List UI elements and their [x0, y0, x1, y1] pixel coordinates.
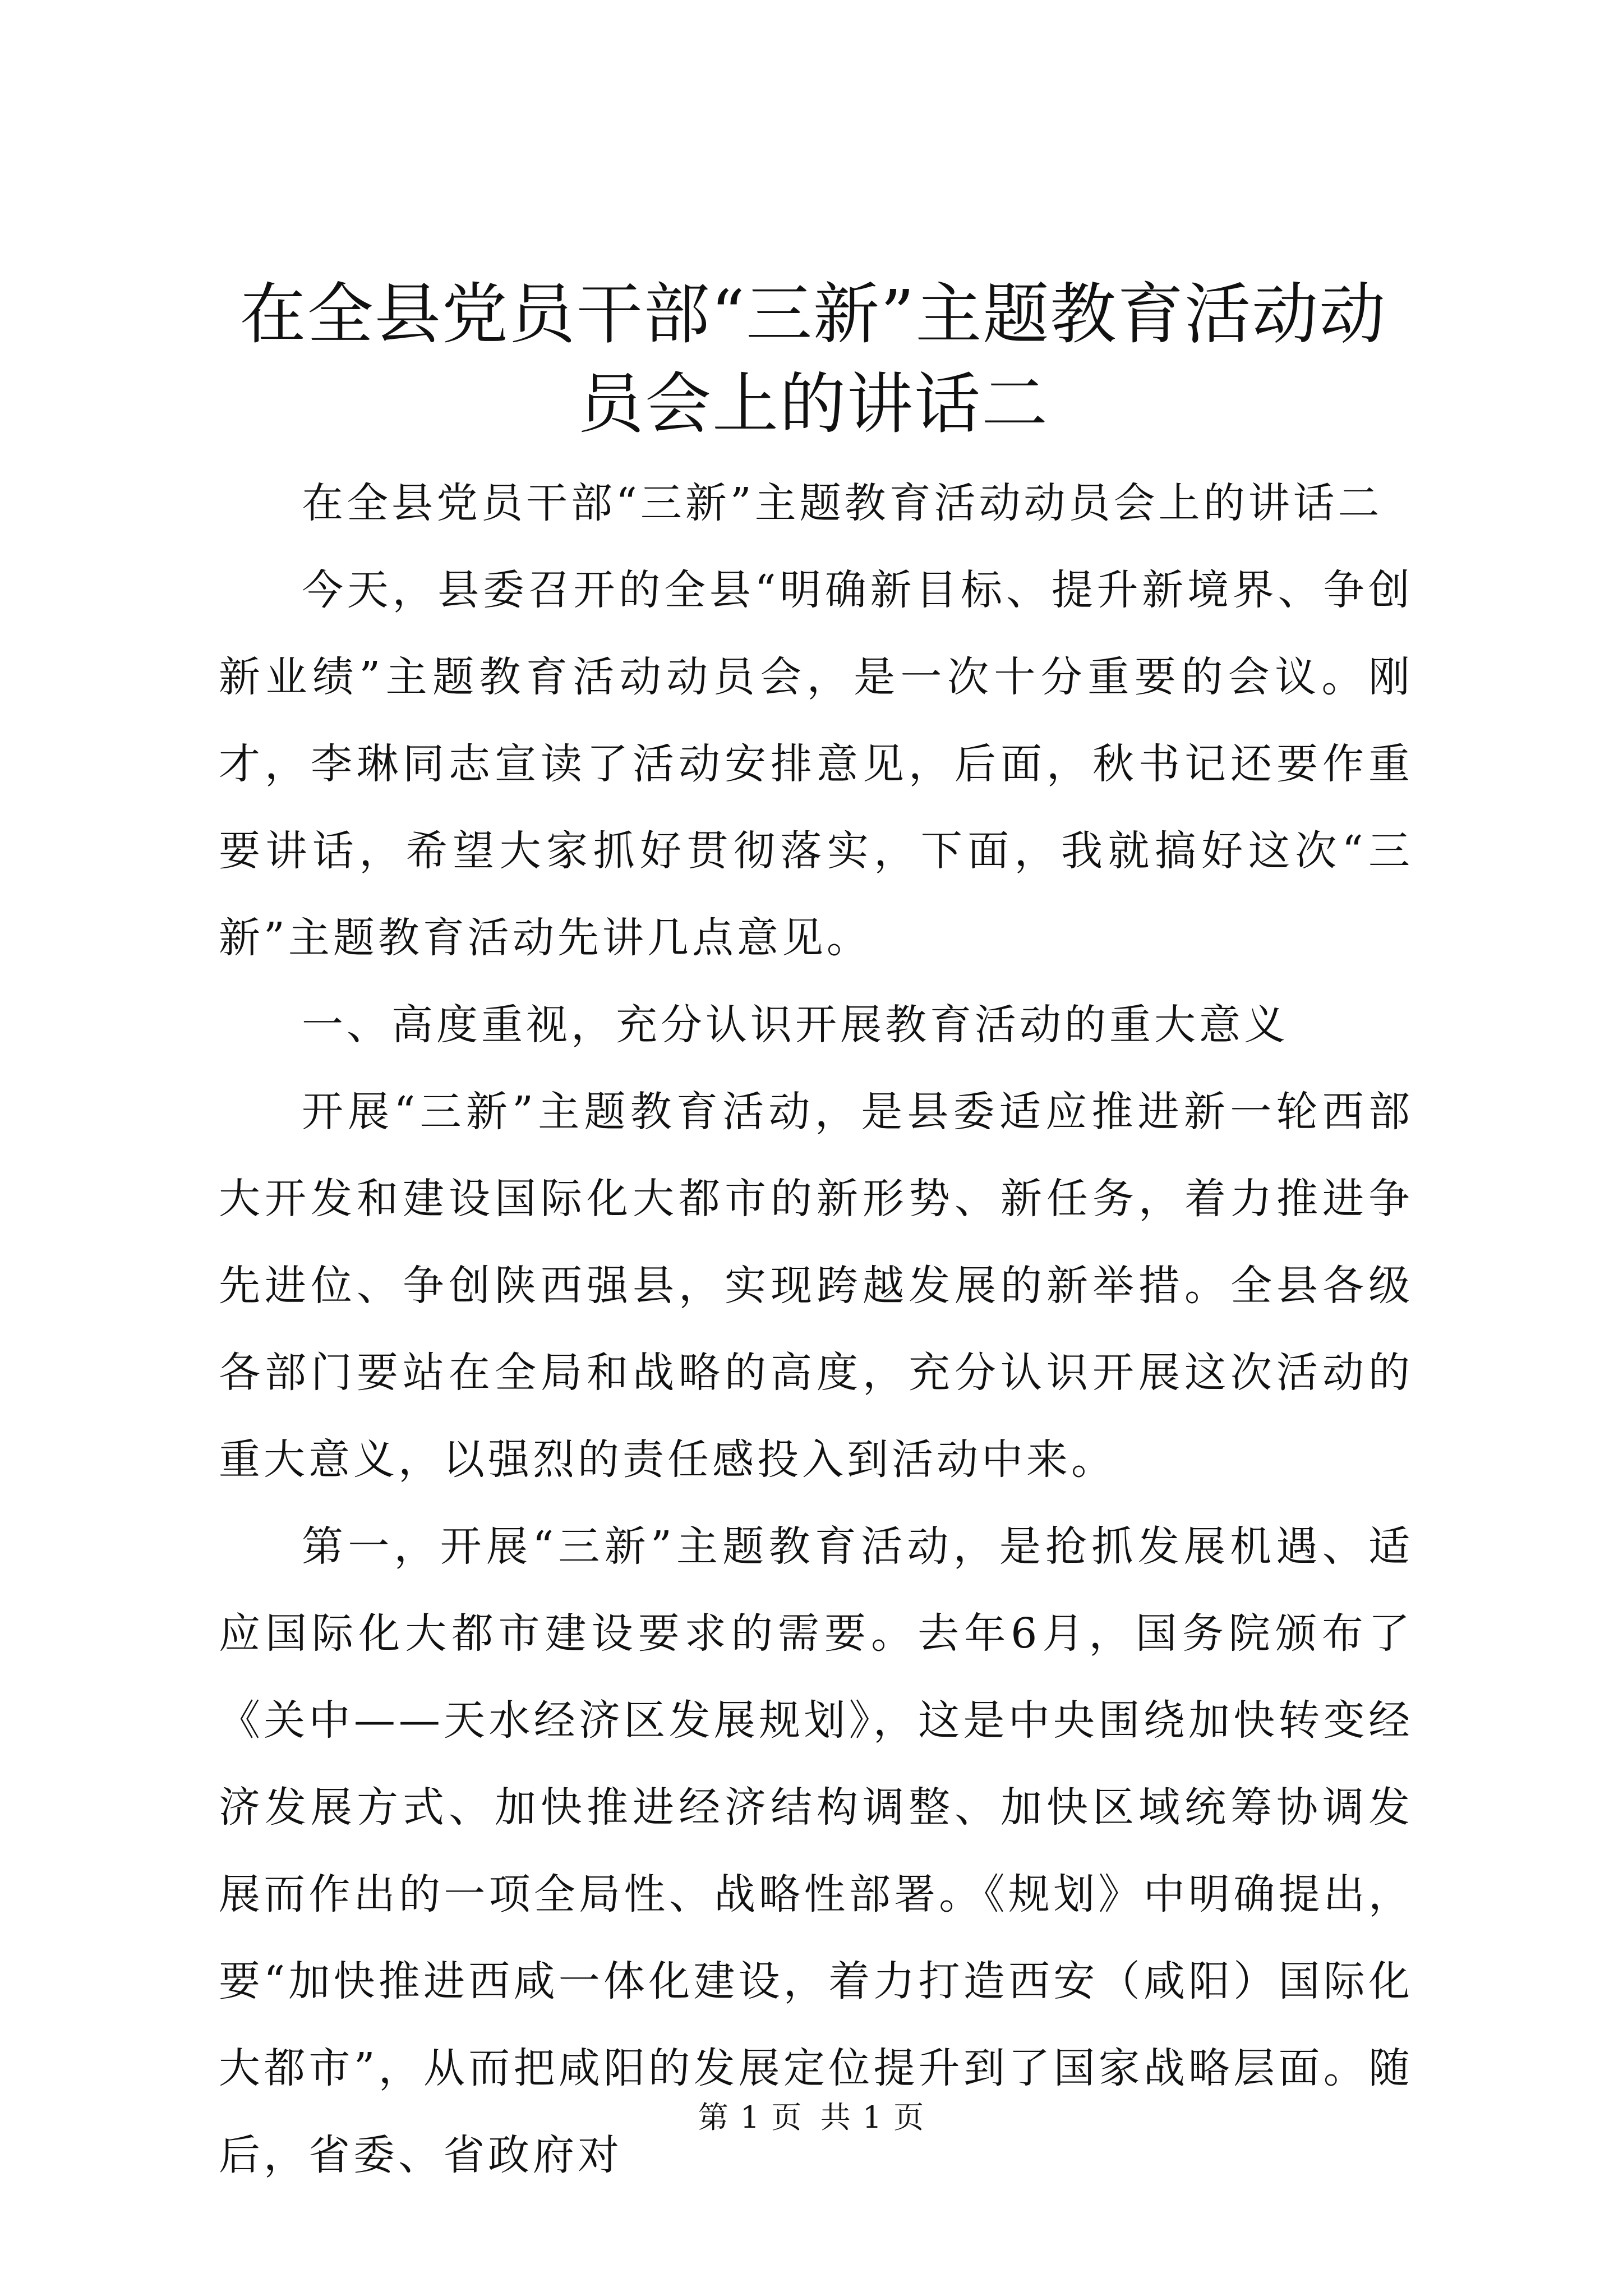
- paragraph-significance: 开展“三新”主题教育活动，是县委适应推进新一轮西部大开发和建设国际化大都市的新形势、新任务，着力推进争先进位、争创陕西强县，实现跨越发展的新举措。全县各级各部门要站在全局和战略的高度，充分认识开展这次活动的重大意义，以强烈的责任感投入到活动中来。: [219, 1088, 1413, 1484]
- paragraph-first-point: 第一，开展“三新”主题教育活动，是抢抓发展机遇、适应国际化大都市建设要求的需要。去年6月，国务院颁布了《关中——天水经济区发展规划》，这是中央围绕加快转变经济发展方式、加快推进经济结构调整、加快区域统筹协调发展而作出的一项全局性、战略性部署。《规划》中明确提出，要“加快推进西咸一体化建设，着力打造西安（咸阳）国际化大都市”，从而把咸阳的发展定位提升到了国家战略层面。随后，省委、省政府对: [219, 1522, 1413, 2179]
- page-footer: [0, 2098, 1623, 2137]
- page-number-current: 第 1 页: [698, 2100, 803, 2135]
- document-title: 在全县党员干部“三新”主题教育活动动员会上的讲话二: [239, 275, 1387, 443]
- paragraph-opening: 今天，县委召开的全县“明确新目标、提升新境界、争创新业绩”主题教育活动动员会，是一次十分重要的会议。刚才，李琳同志宣读了活动安排意见，后面，秋书记还要作重要讲话，希望大家抓好贯彻落实，下面，我就搞好这次“三新”主题教育活动先讲几点意见。: [219, 566, 1413, 962]
- section-heading-one: 一、高度重视，充分认识开展教育活动的重大意义: [302, 1001, 1289, 1049]
- paragraph-heading-repeat: 在全县党员干部“三新”主题教育活动动员会上的讲话二: [302, 479, 1383, 527]
- page-number-total: 共 1 页: [820, 2100, 925, 2135]
- document-body: [219, 460, 1413, 2199]
